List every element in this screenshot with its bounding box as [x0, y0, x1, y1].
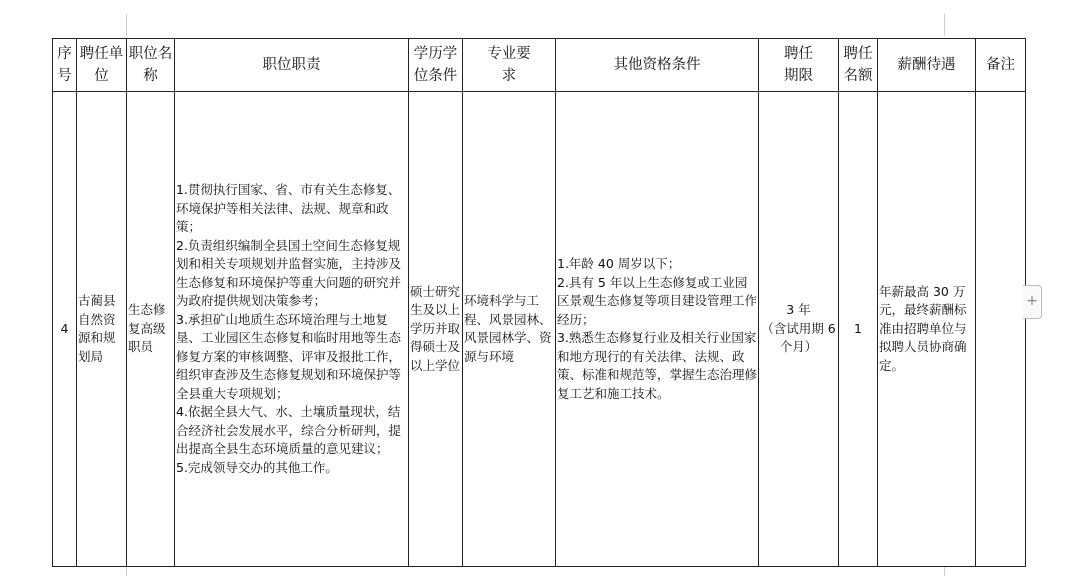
header-position: 职位名称 — [127, 39, 175, 92]
qualification-item: 2.具有 5 年以上生态修复或工业园区景观生态修复等项目建设管理工作经历； — [557, 274, 758, 327]
header-unit: 聘任单位 — [77, 39, 127, 92]
duty-item: 2.负责组织编制全县国土空间生态修复规划和相关专项规划并监督实施，主持涉及生态修复和环境保护等重大问题的研究并为政府提供规划决策参考； — [176, 237, 402, 308]
term-text: 3 年 — [786, 302, 811, 318]
cell-major — [463, 92, 556, 567]
header-remark: 备注 — [976, 39, 1026, 92]
duty-item: 3.承担矿山地质生态环境治理与土地复垦、工业园区生态修复和临时用地等生态修复方案的审核调整、评审及报批工作，组织审查涉及生态修复规划和环境保护等全县重大专项规划； — [176, 311, 402, 401]
unit-text: 古蔺县自然资源和规划局 — [78, 293, 116, 364]
duty-item: 5.完成领导交办的其他工作。 — [176, 459, 338, 475]
header-other: 其他资格条件 — [556, 39, 759, 92]
education-text: 硕士研究生及以上学历并取得硕士及以上学位 — [410, 283, 461, 373]
header-seq: 序号 — [53, 39, 77, 92]
add-column-button[interactable]: + — [1023, 285, 1042, 319]
duty-item: 1.贯彻执行国家、省、市有关生态修复、环境保护等相关法律、法规、规章和政策； — [176, 182, 401, 234]
cell-remark — [976, 92, 1026, 567]
header-quota: 聘任名额 — [839, 39, 878, 92]
table-row — [53, 92, 1026, 567]
cell-duties — [175, 92, 409, 567]
margin-mark — [944, 566, 945, 576]
cell-quota: 1 — [839, 92, 878, 567]
header-education: 学历学位条件 — [409, 39, 463, 92]
duty-item: 4.依据全县大气、水、土壤质量现状，结合经济社会发展水平，综合分析研判，提出提高全县生态环境质量的意见建议； — [176, 404, 402, 456]
salary-text: 年薪最高 30 万元，最终薪酬标准由招聘单位与拟聘人员协商确定。 — [879, 283, 967, 373]
header-major: 专业要求 — [463, 39, 556, 92]
major-text: 环境科学与工程、风景园林、风景园林学、资源与环境 — [464, 293, 552, 364]
qualification-item: 3.熟悉生态修复行业及相关行业国家和地方现行的有关法律、法规、政策、标准和规范等，掌握生态治理修复工艺和施工技术。 — [557, 330, 758, 401]
cell-education — [409, 92, 463, 567]
position-text: 生态修复高级职员 — [128, 302, 166, 355]
header-salary: 薪酬待遇 — [878, 39, 976, 92]
header-duties: 职位职责 — [175, 39, 409, 92]
margin-mark — [944, 14, 945, 36]
recruitment-table — [52, 38, 1026, 567]
qualification-item: 1.年龄 40 周岁以下； — [557, 256, 681, 271]
cell-term — [759, 92, 839, 567]
cell-position — [127, 92, 175, 567]
table-header-row — [53, 39, 1026, 92]
cell-other — [556, 92, 759, 567]
margin-mark — [126, 566, 127, 576]
cell-salary — [878, 92, 976, 567]
term-note: （含试用期 6 个月） — [761, 320, 836, 355]
cell-unit — [77, 92, 127, 567]
margin-mark — [126, 14, 127, 36]
cell-seq: 4 — [53, 92, 77, 567]
header-term: 聘任期限 — [759, 39, 839, 92]
